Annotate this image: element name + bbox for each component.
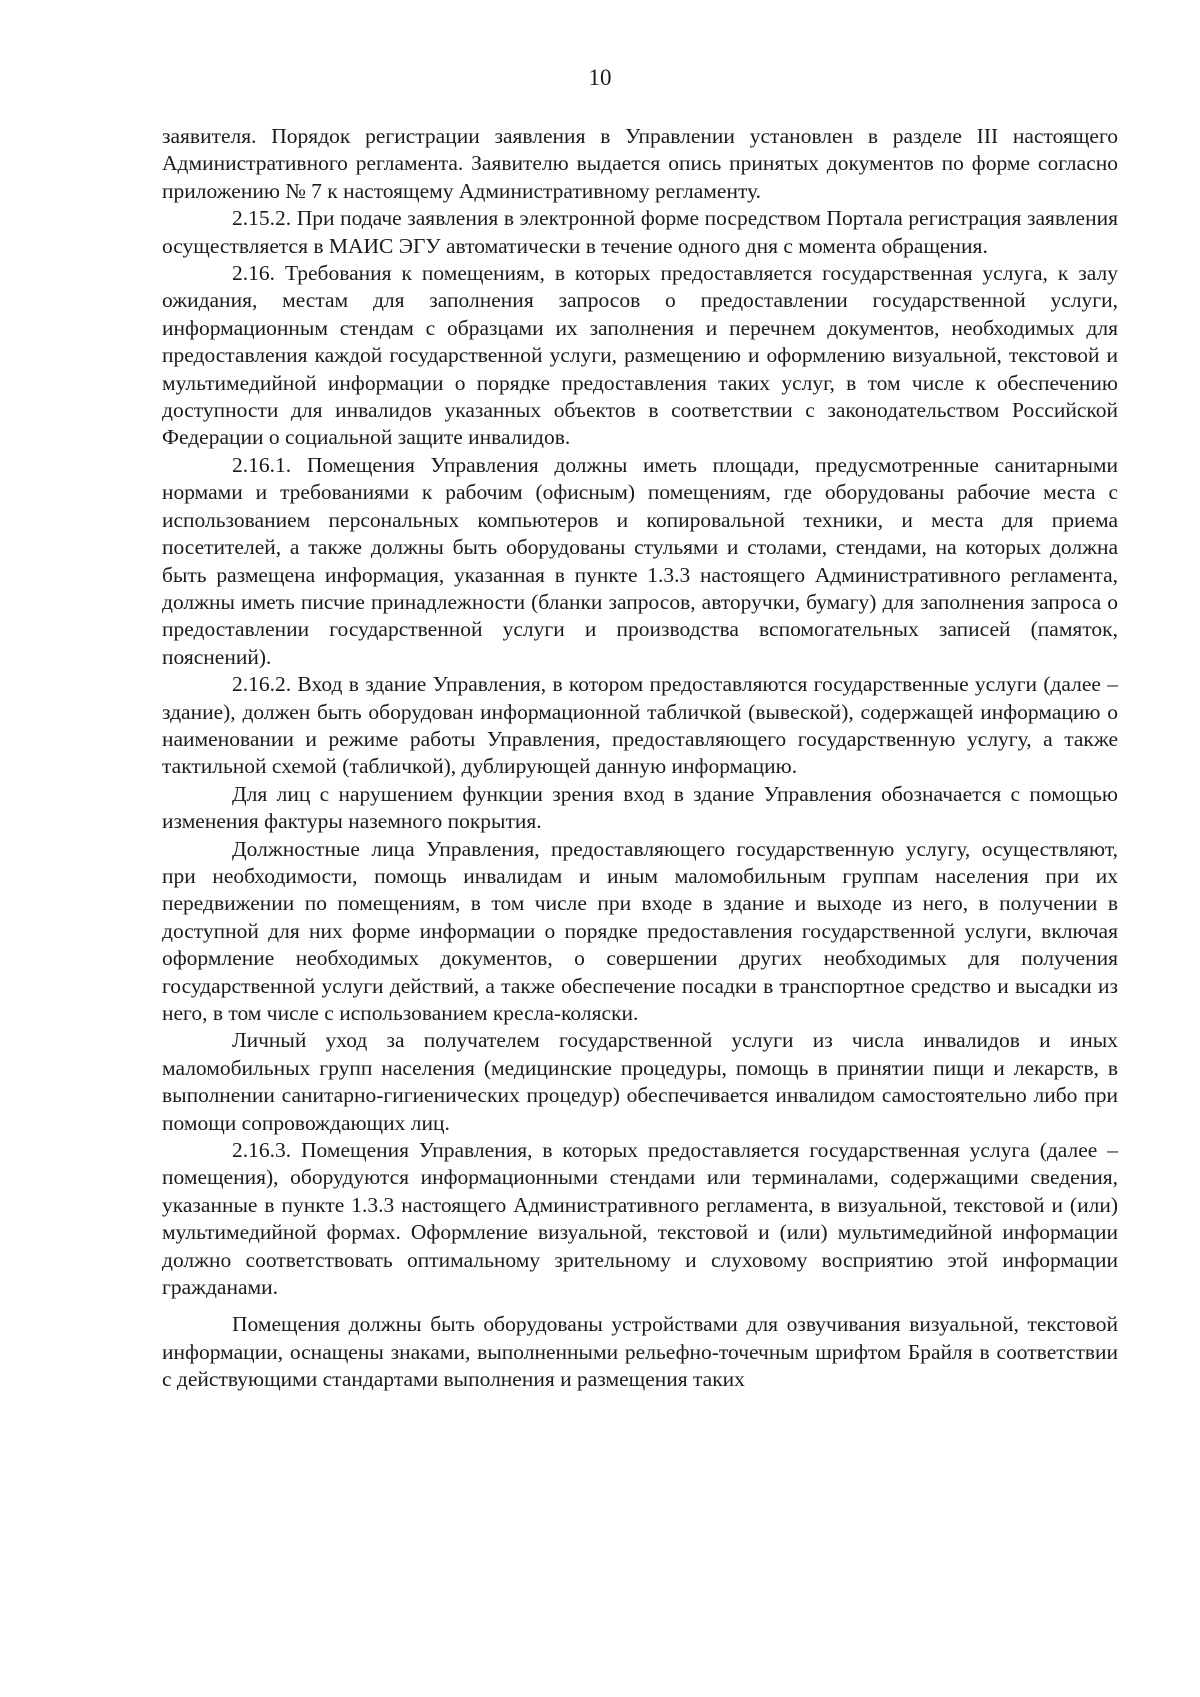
paragraph-continuation: заявителя. Порядок регистрации заявления в Управлении установлен в разделе III настоящего Административного регламента. Заявителю выдается опись принятых документов по форме согласно приложению № 7 к настоящему Административному регламенту. [162, 124, 1118, 203]
paragraph-2-15-2: 2.15.2. При подаче заявления в электронной форме посредством Портала регистрация заявления осуществляется в МАИС ЭГУ автоматически в течение одного дня с момента обращения. [162, 206, 1118, 258]
document-body [162, 123, 1118, 1394]
paragraph-personal-care: Личный уход за получателем государственной услуги из числа инвалидов и иных маломобильных групп населения (медицинские процедуры, помощь в принятии пищи и лекарств, в выполнении санитарно-гигиенических процедур) обеспечивается инвалидом самостоятельно либо при помощи сопровождающих лиц. [162, 1028, 1118, 1135]
paragraph-2-16: 2.16. Требования к помещениям, в которых предоставляется государственная услуга, к залу ожидания, местам для заполнения запросов о предоставлении государственной услуги, информационным стендам с образцами их заполнения и перечнем документов, необходимых для предоставления каждой государственной услуги, размещению и оформлению визуальной, текстовой и мультимедийной информации о порядке предоставления таких услуг, в том числе к обеспечению доступности для инвалидов указанных объектов в соответствии с законодательством Российской Федерации о социальной защите инвалидов. [162, 261, 1118, 450]
paragraph-audio-braille: Помещения должны быть оборудованы устройствами для озвучивания визуальной, текстовой информации, оснащены знаками, выполненными рельефно-точечным шрифтом Брайля в соответствии с действующими стандартами выполнения и размещения таких [162, 1312, 1118, 1392]
page-number: 10 [588, 65, 612, 90]
paragraph-vision-impaired-entrance: Для лиц с нарушением функции зрения вход в здание Управления обозначается с помощью изменения фактуры наземного покрытия. [162, 781, 1118, 834]
paragraph-2-16-2: 2.16.2. Вход в здание Управления, в котором предоставляются государственные услуги (далее – здание), должен быть оборудован информационной табличкой (вывеской), содержащей информацию о наименовании и режиме работы Управления, предоставляющего государственную услугу, а также тактильной схемой (табличкой), дублирующей данную информацию. [162, 672, 1118, 779]
paragraph-2-16-1: 2.16.1. Помещения Управления должны иметь площади, предусмотренные санитарными нормами и требованиями к рабочим (офисным) помещениям, где оборудованы рабочие места с использованием персональных компьютеров и копировальной техники, и места для приема посетителей, а также должны быть оборудованы стульями и столами, стендами, на которых должна быть размещена информация, указанная в пункте 1.3.3 настоящего Административного регламента, должны иметь писчие принадлежности (бланки запросов, авторучки, бумагу) для заполнения запроса о предоставлении государственной услуги и производства вспомогательных записей (памяток, пояснений). [162, 452, 1118, 669]
paragraph-officials-assistance: Должностные лица Управления, предоставляющего государственную услугу, осуществляют, при необходимости, помощь инвалидам и иным маломобильным группам населения при их передвижении по помещениям, в том числе при входе в здание и выходе из него, в получении в доступной для них форме информации о порядке предоставления государственной услуги, включая оформление необходимых документов, о совершении других необходимых для получения государственной услуги действий, а также обеспечение посадки в транспортное средство и высадки из него, в том числе с использованием кресла-коляски. [162, 836, 1118, 1025]
paragraph-2-16-3: 2.16.3. Помещения Управления, в которых предоставляется государственная услуга (далее – помещения), оборудуются информационными стендами или терминалами, содержащими сведения, указанные в пункте 1.3.3 настоящего Административного регламента, в визуальной, текстовой и (или) мультимедийной формах. Оформление визуальной, текстовой и (или) мультимедийной информации должно соответствовать оптимальному зрительному и слуховому восприятию этой информации гражданами. [162, 1138, 1118, 1300]
